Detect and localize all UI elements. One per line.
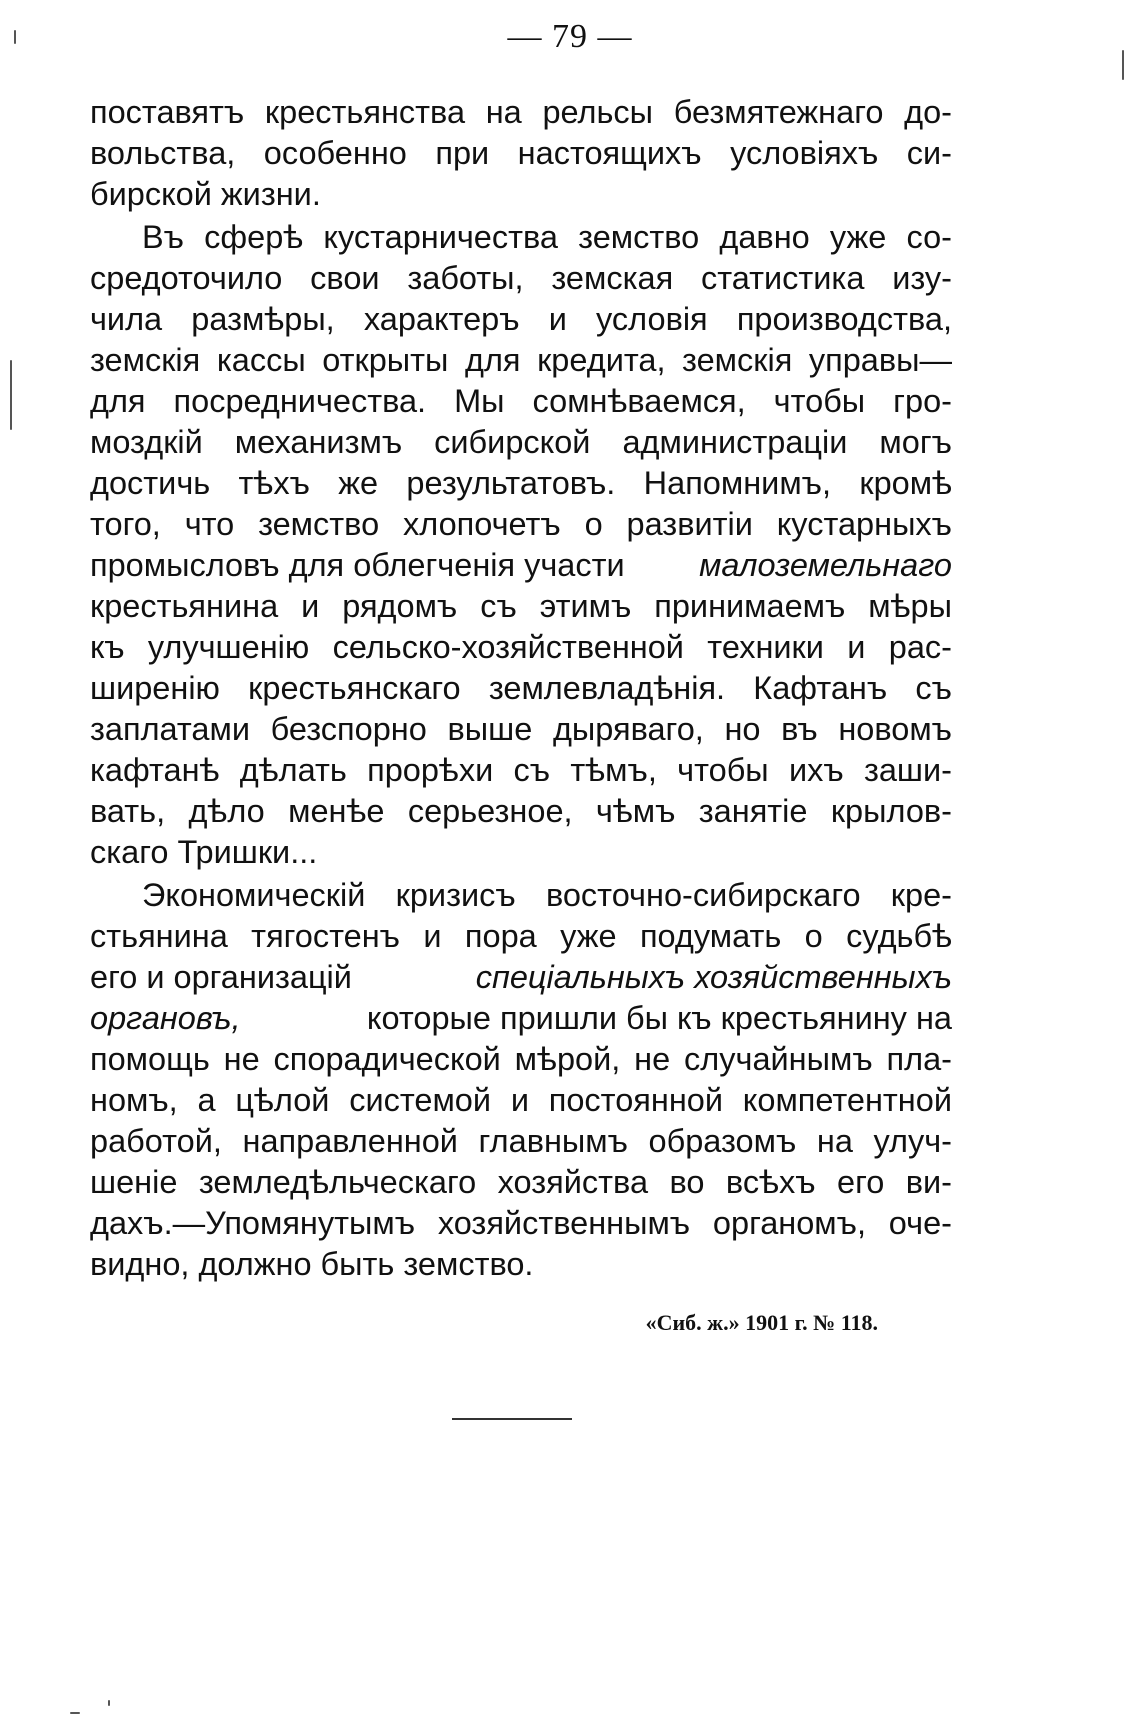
- text-line: кафтанѣ дѣлать прорѣхи съ тѣмъ, чтобы ихъ заши-: [90, 752, 952, 788]
- text-line: ширенію крестьянскаго землевладѣнія. Кафтанъ съ: [90, 670, 952, 706]
- text-line: моздкій механизмъ сибирской администраціи могъ: [90, 424, 952, 460]
- paragraph-1: [90, 92, 952, 215]
- text-line: [90, 998, 952, 1039]
- paragraph-3: [90, 875, 952, 1285]
- italic-segment: спеціальныхъ хозяйственныхъ: [475, 959, 952, 995]
- text-line: къ улучшенію сельско-хозяйственной техники и рас-: [90, 629, 952, 665]
- text-segment: которые пришли бы къ крестьянину на: [366, 1000, 952, 1036]
- scan-speck: [10, 360, 12, 430]
- text-line: земскія кассы открыты для кредита, земскія управы—: [90, 342, 952, 378]
- scan-speck: [70, 1712, 80, 1714]
- page-number: — 79 —: [507, 18, 633, 55]
- article-text: [90, 92, 952, 1285]
- text-line: дахъ.—Упомянутымъ хозяйственнымъ органомъ, оче-: [90, 1205, 952, 1241]
- text-line: номъ, а цѣлой системой и постоянной компетентной: [90, 1082, 952, 1118]
- text-line: средоточило свои заботы, земская статистика изу-: [90, 260, 952, 296]
- text-line: [90, 545, 952, 586]
- text-line: [90, 957, 952, 998]
- scan-speck: [1122, 50, 1124, 80]
- paragraph-2: [90, 217, 952, 873]
- text-line: вольства, особенно при настоящихъ условіяхъ си-: [90, 135, 952, 171]
- text-line: достичь тѣхъ же результатовъ. Напомнимъ, кромѣ: [90, 465, 952, 501]
- end-divider: [452, 1418, 572, 1420]
- text-line: чила размѣры, характеръ и условія производства,: [90, 301, 952, 337]
- text-line: помощь не спорадической мѣрой, не случайнымъ пла-: [90, 1041, 952, 1077]
- text-line: Въ сферѣ кустарничества земство давно уже со-: [142, 219, 952, 255]
- scan-speck: [108, 1700, 110, 1706]
- text-line: скаго Тришки...: [90, 834, 318, 870]
- italic-segment: органовъ,: [90, 1000, 241, 1036]
- scan-speck: [14, 30, 16, 44]
- text-line: того, что земство хлопочетъ о развитіи кустарныхъ: [90, 506, 952, 542]
- text-line: шеніе земледѣльческаго хозяйства во всѣхъ его ви-: [90, 1164, 952, 1200]
- text-line: работой, направленной главнымъ образомъ на улуч-: [90, 1123, 952, 1159]
- text-segment: промысловъ для облегченія участи: [90, 547, 625, 583]
- text-line: заплатами безспорно выше дыряваго, но въ новомъ: [90, 711, 952, 747]
- text-line: видно, должно быть земство.: [90, 1246, 534, 1282]
- text-line: вать, дѣло менѣе серьезное, чѣмъ занятіе крылов-: [90, 793, 952, 829]
- italic-segment: малоземельнаго: [699, 547, 952, 583]
- text-line: для посредничества. Мы сомнѣваемся, чтобы гро-: [90, 383, 952, 419]
- text-line: стьянина тягостенъ и пора уже подумать о судьбѣ: [90, 918, 952, 954]
- text-line: поставятъ крестьянства на рельсы безмятежнаго до-: [90, 94, 952, 130]
- text-line: бирской жизни.: [90, 176, 321, 212]
- text-segment: его и организацій: [90, 959, 352, 995]
- source-citation: «Сиб. ж.» 1901 г. № 118.: [645, 1310, 878, 1335]
- text-line: крестьянина и рядомъ съ этимъ принимаемъ мѣры: [90, 588, 952, 624]
- text-line: Экономическій кризисъ восточно-сибирскаго кре-: [142, 877, 952, 913]
